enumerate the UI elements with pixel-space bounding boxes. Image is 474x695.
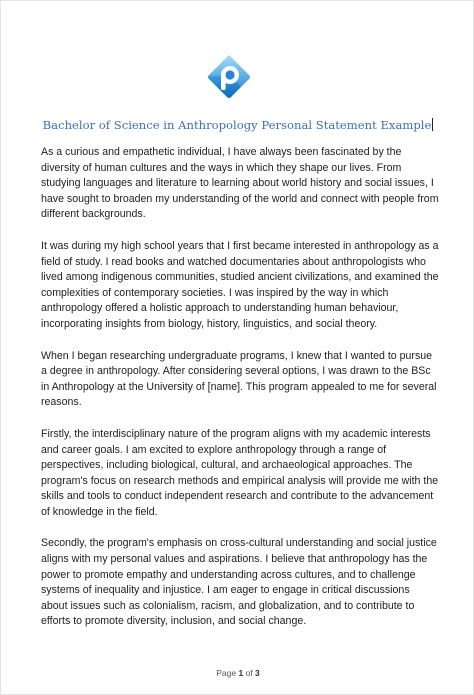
document-title: Bachelor of Science in Anthropology Personal Statement Example	[42, 118, 432, 132]
paragraph: When I began researching undergraduate programs, I knew that I wanted to pursue a degree in anthropology. After considering several options, I was drawn to the BSc in Anthropology at the University of [name]. This program appealed to me for several reasons.	[41, 349, 437, 409]
paragraph: Secondly, the program's emphasis on cross-cultural understanding and social justice aligns with my personal values and aspirations. I believe that anthropology has the power to promote empathy and understanding across cultures, and to challenge systems of inequality and injustice. I am eager to engage in critical discussions about issues such as colonialism, racism, and globalization, and to contribute to efforts to promote diversity, inclusion, and social change.	[41, 537, 437, 628]
footer-total-pages: 3	[255, 668, 260, 678]
paragraph: It was during my high school years that I first became interested in anthropology as a field of study. I read books and watched documentaries about anthropologists who lived among indigenous communities, studied ancient civilizations, and examined the complexities of contemporary societies. I was inspired by the way in which anthropology offered a holistic approach to understanding human behaviour, incorporating insights from biology, history, linguistics, and social theory.	[41, 239, 439, 330]
p-logo-icon	[205, 53, 253, 101]
page-footer	[1, 668, 474, 678]
footer-current-page: 1	[238, 668, 244, 678]
text-cursor	[432, 118, 433, 131]
footer-of-word: of	[245, 668, 253, 678]
document-body	[41, 145, 439, 646]
paragraph: Firstly, the interdisciplinary nature of the program aligns with my academic interests and career goals. I am excited to explore anthropology through a range of perspectives, including biological, cultural, and archaeological approaches. The program's focus on research methods and empirical analysis will provide me with the skills and tools to conduct independent research and contribute to the advancement of knowledge in the field.	[41, 427, 439, 518]
paragraph: As a curious and empathetic individual, I have always been fascinated by the diversity of human cultures and the ways in which they shape our lives. From studying languages and literature to learning about world history and social issues, I have sought to broaden my understanding of the world and connect with people from different backgrounds.	[41, 146, 439, 221]
footer-page-word: Page	[216, 668, 237, 678]
